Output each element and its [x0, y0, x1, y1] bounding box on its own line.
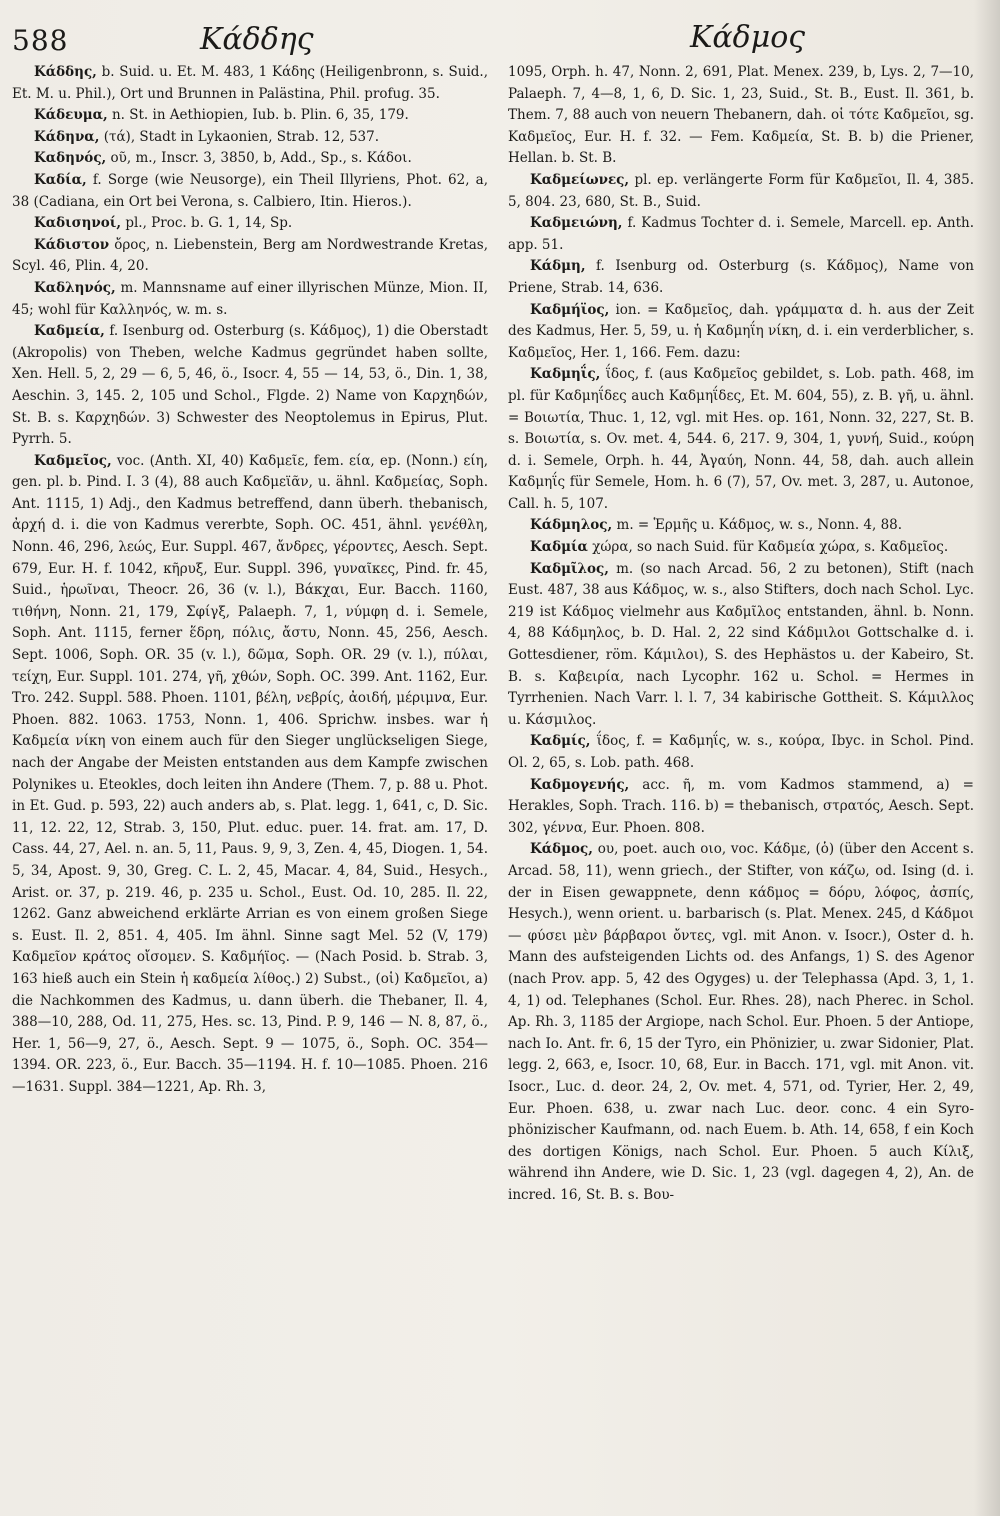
entry-text: ΐδος, f. (aus Καδμεῖος gebildet, s. Lob. path. 468, im pl. für Καδμηΐδες auch Καδμηΐδες, Et. M. 604, 55), z. B. γῆ, u. ähnl. = Βοιωτία, Thuc. 1, 12, vgl. mit Hes. op. 161, Nonn. 32, 227, St. B. s. Βοιωτία, s. Ov. met. 4, 544. 6, 217. 9, 304, 1, γυνή, Suid., κούρη d. i. Semele, Orph. h. 44, Ἀγαύη, Nonn. 44, 58, dah. auch allein Καδμηΐς für Semele, Hom. h. 6 (7), 57, Ov. met. 3, 287, u. Autonoe, Call. h. 5, 107. [508, 366, 974, 512]
entry-text: pl., Proc. b. G. 1, 14, Sp. [125, 215, 293, 232]
entry-lemma: Καδμεῖος, [34, 452, 112, 469]
dictionary-entry [12, 148, 488, 170]
dictionary-entry [508, 213, 974, 256]
entry-lemma: Κάδμος, [530, 841, 593, 858]
entry-lemma: Καδμογενής, [530, 776, 630, 793]
entry-lemma: Καδμειώνη, [530, 215, 623, 232]
entry-text: f. Isenburg od. Osterburg (s. Κάδμος), Name von Priene, Strab. 14, 636. [508, 258, 974, 296]
entry-lemma: Καδληνός, [34, 279, 116, 296]
entry-lemma: Καδμεία, [34, 323, 105, 340]
dictionary-entry [12, 105, 488, 127]
entry-text: ὄρος, n. Liebenstein, Berg am Nordwestrande Kretas, Scyl. 46, Plin. 4, 20. [12, 236, 488, 275]
dictionary-entry [508, 170, 974, 213]
dictionary-entry [12, 127, 488, 149]
entry-lemma: Κάδμη, [530, 258, 586, 275]
entry-lemma: Καδμία [530, 539, 588, 556]
left-column [12, 62, 488, 1502]
dictionary-entry [508, 300, 974, 365]
entry-lemma: Καδμείωνες, [530, 171, 630, 188]
page-edge-shadow [974, 0, 1000, 1516]
entry-lemma: Κάδδης, [34, 64, 97, 80]
entry-lemma: Καδμήϊος, [530, 301, 610, 318]
entry-text: f. Isenburg od. Osterburg (s. Κάδμος), 1) die Oberstadt (Akropolis) von Theben, welche Kadmus gegründet haben sollte, Xen. Hell. 5, 2, 29 — 6, 5, 46, ö., Isocr. 4, 55 — 14, 53, ö., Din. 1, 38, Aeschin. 3, 145. 2, 105 und Schol., Flgde. 2) Name von Καρχηδών, St. B. s. Καρχηδών. 3) Schwester des Neoptolemus in Epirus, Plut. Pyrrh. 5. [12, 323, 488, 448]
entry-lemma: Καδία, [34, 171, 87, 188]
dictionary-entry [12, 321, 488, 451]
dictionary-entry [508, 364, 974, 515]
dictionary-entry [12, 213, 488, 235]
entry-text: b. Suid. u. Et. M. 483, 1 Κάδης (Heiligenbronn, s. Suid., Et. M. u. Phil.), Ort und Brunnen in Palästina, Phil. profug. 35. [12, 64, 488, 102]
dictionary-entry [12, 62, 488, 105]
entry-text: 1095, Orph. h. 47, Nonn. 2, 691, Plat. Menex. 239, b, Lys. 2, 7—10, Palaeph. 7, 4—8, 1, 6, D. Sic. 1, 23, Suid., St. B., Eust. Il. 361, b. Them. 7, 88 auch von neuern Thebanern, dah. οἱ τότε Καδμεῖοι, sg. Καδμεῖος, Eur. H. f. 32. — Fem. Καδμεία, St. B. b) die Priener, Hellan. b. St. B. [508, 64, 974, 167]
dictionary-entry [508, 559, 974, 732]
dictionary-entry [12, 278, 488, 321]
dictionary-entry [508, 731, 974, 774]
entry-text: οῦ, m., Inscr. 3, 3850, b, Add., Sp., s. Κάδοι. [110, 150, 412, 167]
dictionary-entry [508, 515, 974, 537]
page-number: 588 [12, 24, 69, 57]
entry-text: acc. ῆ, m. vom Kadmos stammend, a) = Herakles, Soph. Trach. 116. b) = thebanisch, στρατός, Aesch. Sept. 302, γέννα, Eur. Phoen. 808. [508, 776, 974, 836]
entry-text: ΐδος, f. = Καδμηΐς, w. s., κούρα, Ibyc. in Schol. Pind. Ol. 2, 65, s. Lob. path. 468. [508, 733, 974, 771]
dictionary-entry [508, 839, 974, 1206]
entry-lemma: Καδηνός, [34, 150, 107, 167]
entry-text: ion. = Καδμεῖος, dah. γράμματα d. h. aus der Zeit des Kadmus, Her. 5, 59, u. ἡ Καδμηΐη νίκη, d. i. ein verderblicher, s. Καδμεῖος, Her. 1, 166. Fem. dazu: [508, 301, 974, 361]
dictionary-entry [12, 451, 488, 1099]
dictionary-entry [12, 170, 488, 213]
entry-text: n. St. in Aethiopien, Iub. b. Plin. 6, 35, 179. [111, 107, 409, 124]
dictionary-entry [508, 256, 974, 299]
entry-text: f. Kadmus Tochter d. i. Semele, Marcell. ep. Anth. app. 51. [508, 215, 974, 253]
entry-text: m. = Ἑρμῆς u. Κάδμος, w. s., Nonn. 4, 88. [616, 517, 903, 534]
entry-text: f. Sorge (wie Neusorge), ein Theil Illyriens, Phot. 62, a, 38 (Cadiana, ein Ort bei Verona, s. Calbiero, Itin. Hieros.). [12, 171, 488, 210]
entry-text: ου, poet. auch οιο, voc. Κάδμε, (ὁ) (über den Accent s. Arcad. 58, 11), wenn griech., der Stifter, von κάζω, od. Ising (d. i. der in Eisen gewappnete, denn κάδμος = δόρυ, λόφος, ἀσπίς, Hesych.), wenn orient. u. barbarisch (s. Plat. Menex. 245, d Κάδμοι — φύσει μὲν βάρβαροι ὄντες, vgl. mit Anon. v. Isocr.), Oster d. h. Mann des aufsteigenden Lichts od. des Anfangs, 1) S. des Agenor (nach Prov. app. 5, 42 des Ogyges) u. der Telephassa (Apd. 3, 1, 1. 4, 1) od. Telephanes (Schol. Eur. Rhes. 28), nach Pherec. in Schol. Ap. Rh. 3, 1185 der Argiope, nach Schol. Eur. Phoen. 5 der Antiope, nach Io. Ant. fr. 6, 15 der Tyro, ein Phönizier, u. zwar Sidonier, Plat. legg. 2, 663, e, Isocr. 10, 68, Eur. in Bacch. 171, vgl. mit Anon. vit. Isocr., Luc. d. deor. 24, 2, Ov. met. 4, 571, od. Tyrier, Her. 2, 49, Eur. Phoen. 638, u. zwar nach Luc. deor. conc. 4 ein Syro-phönizischer Kaufmann, od. nach Euem. b. Ath. 14, 658, f ein Koch des dortigen Königs, nach Schol. Eur. Phoen. 5 auch Κίλιξ, während ihn Andere, wie D. Sic. 1, 23 (vgl. dagegen 4, 2), An. de incred. 16, St. B. s. Βου- [508, 841, 974, 1203]
entry-lemma: Κάδιστον [34, 236, 110, 253]
entry-lemma: Κάδηνα, [34, 128, 100, 145]
entry-lemma: Κάδευμα, [34, 107, 108, 124]
entry-lemma: Καδμίς, [530, 733, 591, 750]
entry-lemma: Καδμῖλος, [530, 560, 609, 577]
entry-text: (τά), Stadt in Lykaonien, Strab. 12, 537. [103, 128, 379, 145]
entry-text: voc. (Anth. XI, 40) Καδμεῖε, fem. εία, ep. (Nonn.) είη, gen. pl. b. Pind. I. 3 (4), 88 auch Καδμεϊᾶν, u. ähnl. Καδμείας, Soph. Ant. 1115, 1) Adj., den Kadmus betreffend, dann überh. thebanisch, ἀρχή d. i. die von Kadmus vererbte, Soph. OC. 451, ähnl. γενέθλη, Nonn. 46, 296, λεώς, Eur. Suppl. 467, ἄνδρες, γέροντες, Aesch. Sept. 679, Eur. H. f. 1042, κῆρυξ, Eur. Suppl. 396, γυναῖκες, Pind. fr. 45, Suid., ἡρωῖναι, Theocr. 26, 36 (v. l.), Βάκχαι, Eur. Bacch. 1160, τιθήνη, Nonn. 21, 179, Σφίγξ, Palaeph. 7, 1, νύμφη d. i. Semele, Soph. Ant. 1115, ferner ἕδρη, πόλις, ἄστυ, Nonn. 45, 256, Aesch. Sept. 1006, Soph. OR. 35 (v. l.), δῶμα, Soph. OR. 29 (v. l.), πύλαι, τείχη, Eur. Suppl. 101. 274, γῆ, χθών, Soph. OC. 399. Ant. 1162, Eur. Tro. 242. Suppl. 588. Phoen. 1101, βέλη, νεβρίς, ἀοιδή, μέριμνα, Eur. Phoen. 882. 1063. 1753, Nonn. 1, 406. Sprichw. insbes. war ἡ Καδμεία νίκη von einem auch für den Sieger unglückseligen Siege, nach der Angabe der Meisten entstanden aus dem Kampfe zwischen Polynikes u. Eteokles, doch leiten ihn Andere (Them. 7, p. 88 u. Phot. in Et. Gud. p. 593, 22) auch anders ab, s. Plat. legg. 1, 641, c, D. Sic. 11, 12. 22, 12, Strab. 3, 150, Plut. educ. puer. 14. frat. am. 17, D. Cass. 44, 27, Ael. n. an. 5, 11, Paus. 9, 9, 3, Zen. 4, 45, Diogen. 1, 54. 5, 34, Apost. 9, 30, Greg. C. L. 2, 45, Macar. 4, 84, Suid., Hesych., Arist. or. 37, p. 219. 46, p. 235 u. Schol., Eust. Od. 10, 285. Il. 22, 1262. Ganz abweichend erklärte Arrian es von einem großen Siege s. Eust. Il. 2, 851. 4, 405. Im ähnl. Sinne sagt Mel. 52 (V, 179) Καδμεῖον κράτος οἴσομεν. S. Καδμήϊος. — (Nach Posid. b. Strab. 3, 163 hieß auch ein Stein ἡ καδμεία λίθος.) 2) Subst., (οἱ) Καδμεῖοι, a) die Nachkommen des Kadmus, u. dann überh. die Thebaner, Il. 4, 388—10, 288, Od. 11, 275, Hes. sc. 13, Pind. P. 9, 146 — N. 8, 87, ö., Her. 1, 56—9, 27, ö., Aesch. Sept. 9 — 1075, ö., Soph. OC. 354—1394. OR. 223, ö., Eur. Bacch. 35—1194. H. f. 10—1085. Phoen. 216—1631. Suppl. 384—1221, Ap. Rh. 3, [12, 452, 488, 1095]
entry-text: m. Mannsname auf einer illyrischen Münze, Mion. II, 45; wohl für Καλληνός, w. m. s. [12, 279, 488, 318]
right-running-headword: Κάδμος [690, 20, 806, 55]
entry-text: χώρα, so nach Suid. für Καδμεία χώρα, s. Καδμεῖος. [592, 539, 949, 556]
entry-text: pl. ep. verlängerte Form für Καδμεῖοι, Il. 4, 385. 5, 804. 23, 680, St. B., Suid. [508, 171, 974, 210]
dictionary-entry [508, 775, 974, 840]
entry-lemma: Καδισηνοί, [34, 215, 122, 232]
right-column [508, 62, 974, 1502]
left-running-headword: Κάδδης [200, 22, 314, 57]
entry-lemma: Καδμηΐς, [530, 366, 601, 383]
running-head [0, 10, 1000, 60]
entry-lemma: Κάδμηλος, [530, 517, 613, 534]
dictionary-entry [12, 235, 488, 278]
dictionary-entry [508, 537, 974, 559]
entry-text: m. (so nach Arcad. 56, 2 zu betonen), Stift (nach Eust. 487, 38 aus Κάδμος, w. s., also Stifters, doch nach Schol. Lyc. 219 ist Κάδμος vielmehr aus Καδμῖλος entstanden, ähnl. b. Nonn. 4, 88 Κάδμηλος, b. D. Hal. 2, 22 sind Κάδμιλοι Gottschalke d. i. Gottesdiener, röm. Κάμιλοι), S. des Hephästos u. der Kabeiro, St. B. s. Καβειρία, nach Lycophr. 162 u. Schol. = Hermes in Tyrrhenien. Nach Varr. l. l. 7, 34 kabirische Gottheit. S. Κάμιλλος u. Κάσμιλος. [508, 560, 974, 728]
dictionary-entry-continuation [508, 62, 974, 170]
